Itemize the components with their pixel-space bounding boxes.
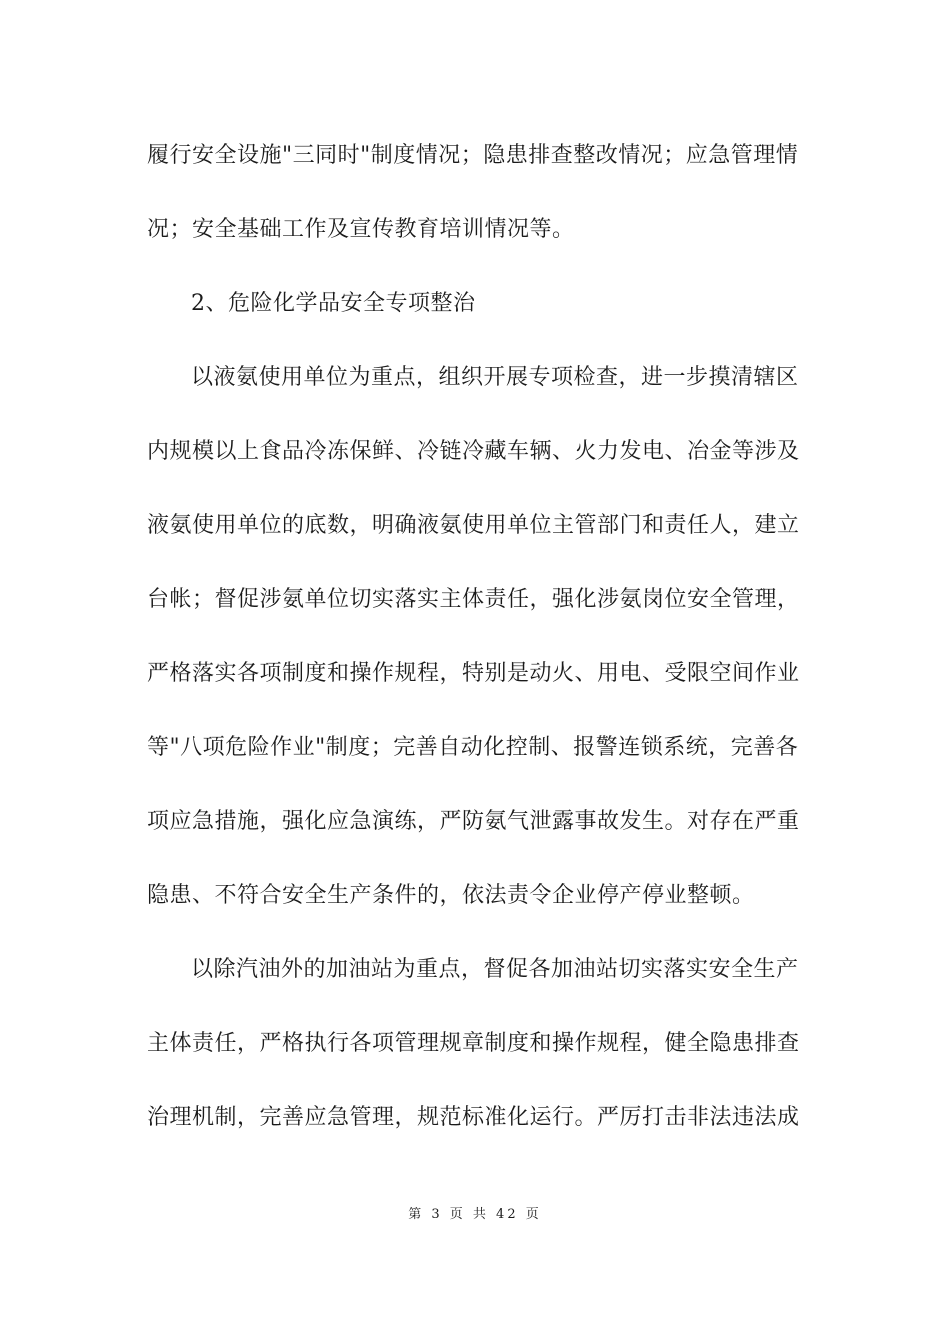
paragraph-line-4: 以液氨使用单位为重点，组织开展专项检查，进一步摸清辖区 (191, 365, 799, 390)
paragraph-line-6: 液氨使用单位的底数，明确液氨使用单位主管部门和责任人，建立 (147, 513, 800, 538)
paragraph-line-8: 严格落实各项制度和操作规程，特别是动火、用电、受限空间作业 (147, 661, 800, 686)
paragraph-line-7: 台帐；督促涉氨单位切实落实主体责任，强化涉氨岗位安全管理， (147, 587, 800, 612)
paragraph-line-9: 等"八项危险作业"制度；完善自动化控制、报警连锁系统，完善各 (147, 735, 799, 760)
paragraph-line-13: 主体责任，严格执行各项管理规章制度和操作规程，健全隐患排查 (147, 1031, 800, 1056)
paragraph-line-12: 以除汽油外的加油站为重点，督促各加油站切实落实安全生产 (191, 957, 799, 982)
paragraph-line-2: 况；安全基础工作及宣传教育培训情况等。 (147, 217, 575, 242)
paragraph-line-10: 项应急措施，强化应急演练，严防氨气泄露事故发生。对存在严重 (147, 809, 800, 834)
paragraph-line-11: 隐患、不符合安全生产条件的，依法责令企业停产停业整顿。 (147, 883, 755, 908)
page-number-footer: 第 3 页 共 42 页 (408, 1207, 542, 1222)
section-heading: 2、危险化学品安全专项整治 (191, 291, 476, 316)
paragraph-line-5: 内规模以上食品冷冻保鲜、冷链冷藏车辆、火力发电、冶金等涉及 (147, 439, 800, 464)
paragraph-line-14: 治理机制，完善应急管理，规范标准化运行。严厉打击非法违法成 (147, 1105, 800, 1130)
paragraph-line-1: 履行安全设施"三同时"制度情况；隐患排查整改情况；应急管理情 (147, 143, 799, 168)
